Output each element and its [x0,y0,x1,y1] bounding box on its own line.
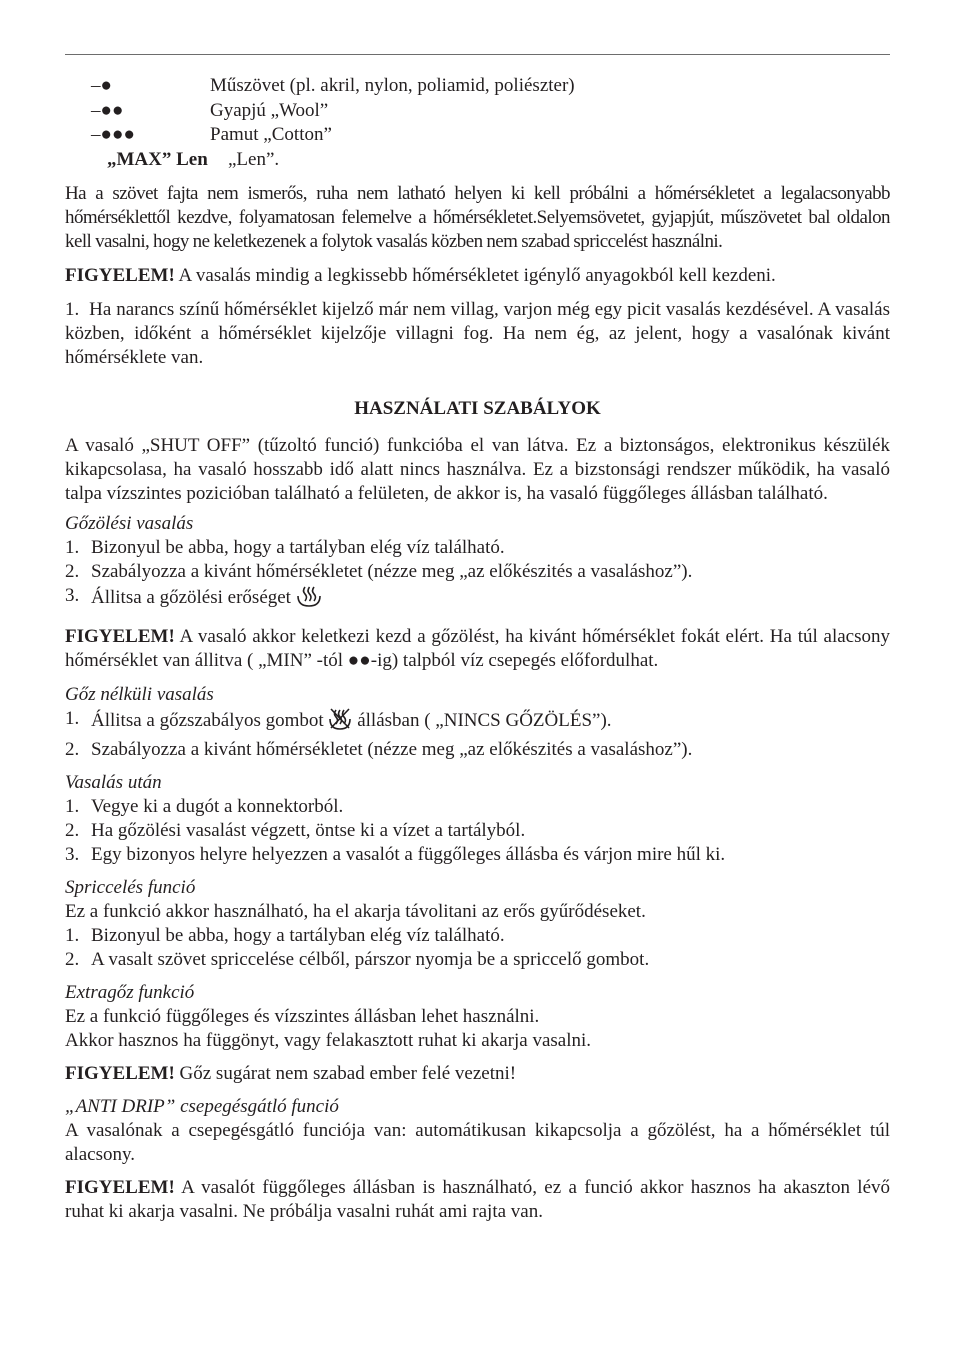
list-number: 2. [65,739,80,760]
heat-label: Műszövet (pl. akril, nylon, poliamid, poliészter) [210,75,575,96]
warning-text: Gőz sugárat nem szabad ember felé vezetni! [179,1063,517,1084]
list-number: 3. [65,844,80,865]
heat-setting-row [65,74,890,99]
spray-function-list [65,924,890,972]
heat-dots: –●●● [91,124,135,145]
list-item [65,738,890,762]
list-text: Szabályozza a kivánt hőmérsékletet (nézze meg „az előkészités a vasaláshoz”). [91,739,693,760]
intro-paragraph: Ha a szövet fajta nem ismerős, ruha nem latható helyen ki kell próbálni a hőmérsékletet a legalacsonyabb hőmérséklettől kezdve, folyamatosan felemelve a hőmérsékletet.Selyemsövetet, gyjapjút, műszövetet bal oldalon kell vasalni, hogy ne keletkezenek a folytok vasalás közben nem szabad spriccelést használni. [65,183,890,252]
heat-settings-list [65,74,890,172]
shutoff-paragraph: A vasaló „SHUT OFF” (tűzoltó funció) funkcióba el van látva. Ez a biztonságos, elektronikus készülék kikapcsolasa, ha vasaló hosszabb idő alatt nincs használva. Ez a bizstonsági rendszer működik, ha vasaló talpa vízszintes pozicióban található a felületen, de akkor is, ha vasaló függőleges állásban található. [65,435,890,504]
heat-setting-row [65,148,890,173]
list-text: Vegye ki a dugót a konnektorból. [91,796,344,817]
list-item [65,584,890,615]
warning-paragraph [65,625,890,673]
list-item [65,707,890,738]
list-text: Ha gőzölési vasalást végzett, öntse ki a vízet a tartályból. [91,820,526,841]
warning-label: FIGYELEM! [65,1177,175,1198]
heat-dots: „MAX” Len [107,148,208,170]
dry-ironing-title: Gőz nélküli vasalás [65,684,214,705]
list-item [65,536,890,560]
warning-label: FIGYELEM! [65,1063,175,1084]
warning-text: A vasalás mindig a legkissebb hőmérsékletet igénylő anyagokból kell kezdeni. [178,265,776,286]
warning-paragraph [65,1062,890,1086]
warning-label: FIGYELEM! [65,626,175,647]
steam-ironing-list [65,536,890,615]
heat-label: „Len”. [228,148,280,170]
warning-text: A vasaló akkor keletkezi kezd a gőzölést, ha kivánt hőmérséklet fokát elért. Ha túl alacsony hőmérséklet van állitva ( „MIN” -tól ●●-ig) talpból víz csepegés előfordulhat. [65,626,891,671]
warning-paragraph [65,1176,890,1224]
list-text: Egy bizonyos helyre helyezzen a vasalót a függőleges állásba és várjon mire hűl ki. [91,844,726,865]
warning-text: A vasalót függőleges állásban is használható, ez a funció akkor hasznos ha akaszton lévő ruhat ki akarja vasalni. Ne próbálja vasalni ruhát ami rajta van. [65,1177,891,1222]
list-text: Bizonyul be abba, hogy a tartályban elég víz található. [91,925,505,946]
section-heading: HASZNÁLATI SZABÁLYOK [354,398,601,419]
page-content [65,74,890,1224]
spray-intro: Ez a funkció akkor használható, ha el akarja távolitani az erős gyűrődéseket. [65,901,646,922]
list-number: 1. [65,537,80,558]
list-item [65,819,890,843]
heat-dots: –●● [91,99,124,121]
heat-setting-row [65,123,890,148]
list-number: 3. [65,585,80,606]
steam-ironing-title: Gőzölési vasalás [65,513,194,534]
after-ironing-title: Vasalás után [65,772,162,793]
warning-paragraph [65,264,890,288]
step-paragraph [65,298,890,370]
step-text: Ha narancs színű hőmérséklet kijelző már nem villag, varjon még egy picit vasalás kezdésével. A vasalás közben, időként a hőmérséklet kijelzője villagni fog. Ha nem ég, az jelent, hogy a vasalónak kivánt hőmérséklete van. [65,299,891,368]
list-number: 2. [65,820,80,841]
warning-label: FIGYELEM! [65,265,175,286]
anti-drip-text: A vasalónak a csepegésgátló funciója van: automátikusan kikapcsolja a gőzölést, ha a hőmérséklet túl alacsony. [65,1120,890,1165]
list-text: Állitsa a gőzszabályos gombot [91,710,324,731]
top-rule [65,54,890,55]
list-item [65,560,890,584]
list-item [65,924,890,948]
list-number: 1. [65,796,80,817]
after-ironing-list [65,795,890,867]
heat-setting-row [65,99,890,124]
extra-steam-line: Akkor hasznos ha függönyt, vagy felakasztott ruhat ki akarja vasalni. [65,1030,592,1051]
spray-function-title: Spriccelés funció [65,877,196,898]
list-number: 2. [65,561,80,582]
list-item [65,948,890,972]
list-text-continued: állásban ( „NINCS GŐZÖLÉS”). [357,710,612,731]
heat-dots: –● [91,75,112,96]
list-text: Bizonyul be abba, hogy a tartályban elég víz található. [91,537,505,558]
extra-steam-title: Extragőz funkció [65,982,195,1003]
no-steam-icon [328,707,352,738]
heat-label: Pamut „Cotton” [210,124,332,145]
list-number: 2. [65,949,80,970]
list-item [65,795,890,819]
list-number: 1. [65,925,80,946]
anti-drip-title: „ANTI DRIP” csepegésgátló funció [65,1096,339,1117]
list-number: 1. [65,708,80,729]
dry-ironing-list [65,707,890,762]
list-item [65,843,890,867]
step-number: 1. [65,299,80,320]
list-text: Szabályozza a kivánt hőmérsékletet (nézze meg „az előkészités a vasaláshoz”). [91,561,693,582]
extra-steam-line: Ez a funkció függőleges és vízszintes állásban lehet használni. [65,1006,540,1027]
heat-label: Gyapjú „Wool” [210,99,329,121]
steam-icon [296,584,322,615]
list-text: A vasalt szövet spriccelése célből, párszor nyomja be a spriccelő gombot. [91,949,650,970]
list-text: Állitsa a gőzölési erőséget [91,587,291,608]
